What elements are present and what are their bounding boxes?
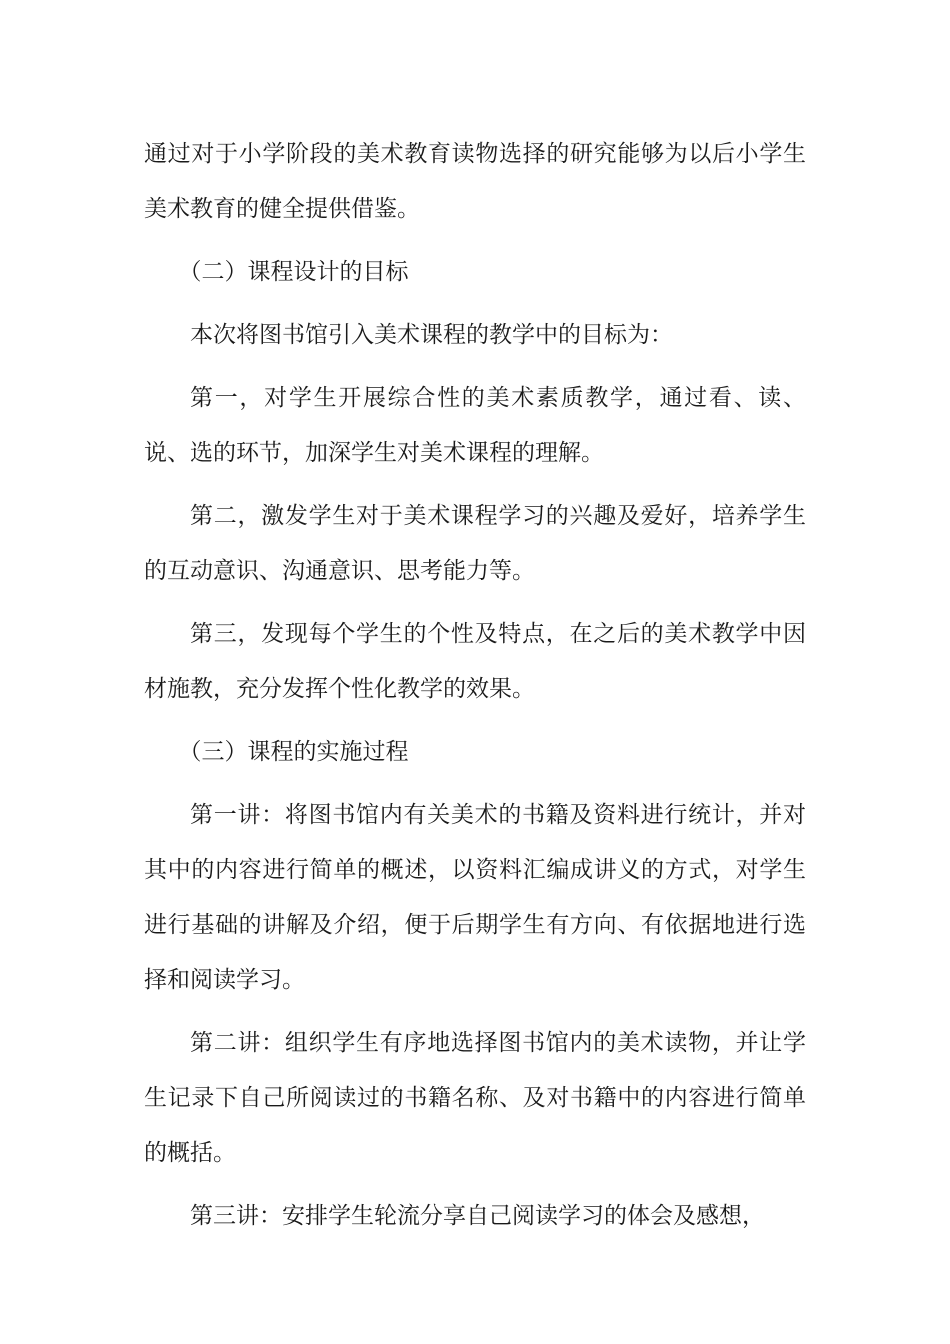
body-paragraph: 第二，激发学生对于美术课程学习的兴趣及爱好，培养学生的互动意识、沟通意识、思考能力等。 <box>144 503 806 584</box>
body-paragraph: 第一讲：将图书馆内有关美术的书籍及资料进行统计，并对其中的内容进行简单的概述，以资料汇编成讲义的方式，对学生进行基础的讲解及介绍，便于后期学生有方向、有依据地进行选择和阅读学习。 <box>144 802 806 993</box>
document-body <box>144 127 806 1252</box>
section-heading-implementation: （三）课程的实施过程 <box>178 739 409 765</box>
body-paragraph: 第二讲：组织学生有序地选择图书馆内的美术读物，并让学生记录下自己所阅读过的书籍名称、及对书籍中的内容进行简单的概括。 <box>144 1030 806 1166</box>
body-paragraph: 第三，发现每个学生的个性及特点，在之后的美术教学中因材施教，充分发挥个性化教学的效果。 <box>144 621 806 702</box>
body-paragraph: 本次将图书馆引入美术课程的教学中的目标为： <box>190 322 673 348</box>
body-paragraph: 第三讲：安排学生轮流分享自己阅读学习的体会及感想， <box>190 1203 765 1229</box>
body-paragraph: 第一，对学生开展综合性的美术素质教学，通过看、读、说、选的环节，加深学生对美术课程的理解。 <box>144 385 806 466</box>
body-paragraph: 通过对于小学阶段的美术教育读物选择的研究能够为以后小学生美术教育的健全提供借鉴。 <box>144 141 806 222</box>
section-heading-course-goals: （二）课程设计的目标 <box>178 259 409 285</box>
